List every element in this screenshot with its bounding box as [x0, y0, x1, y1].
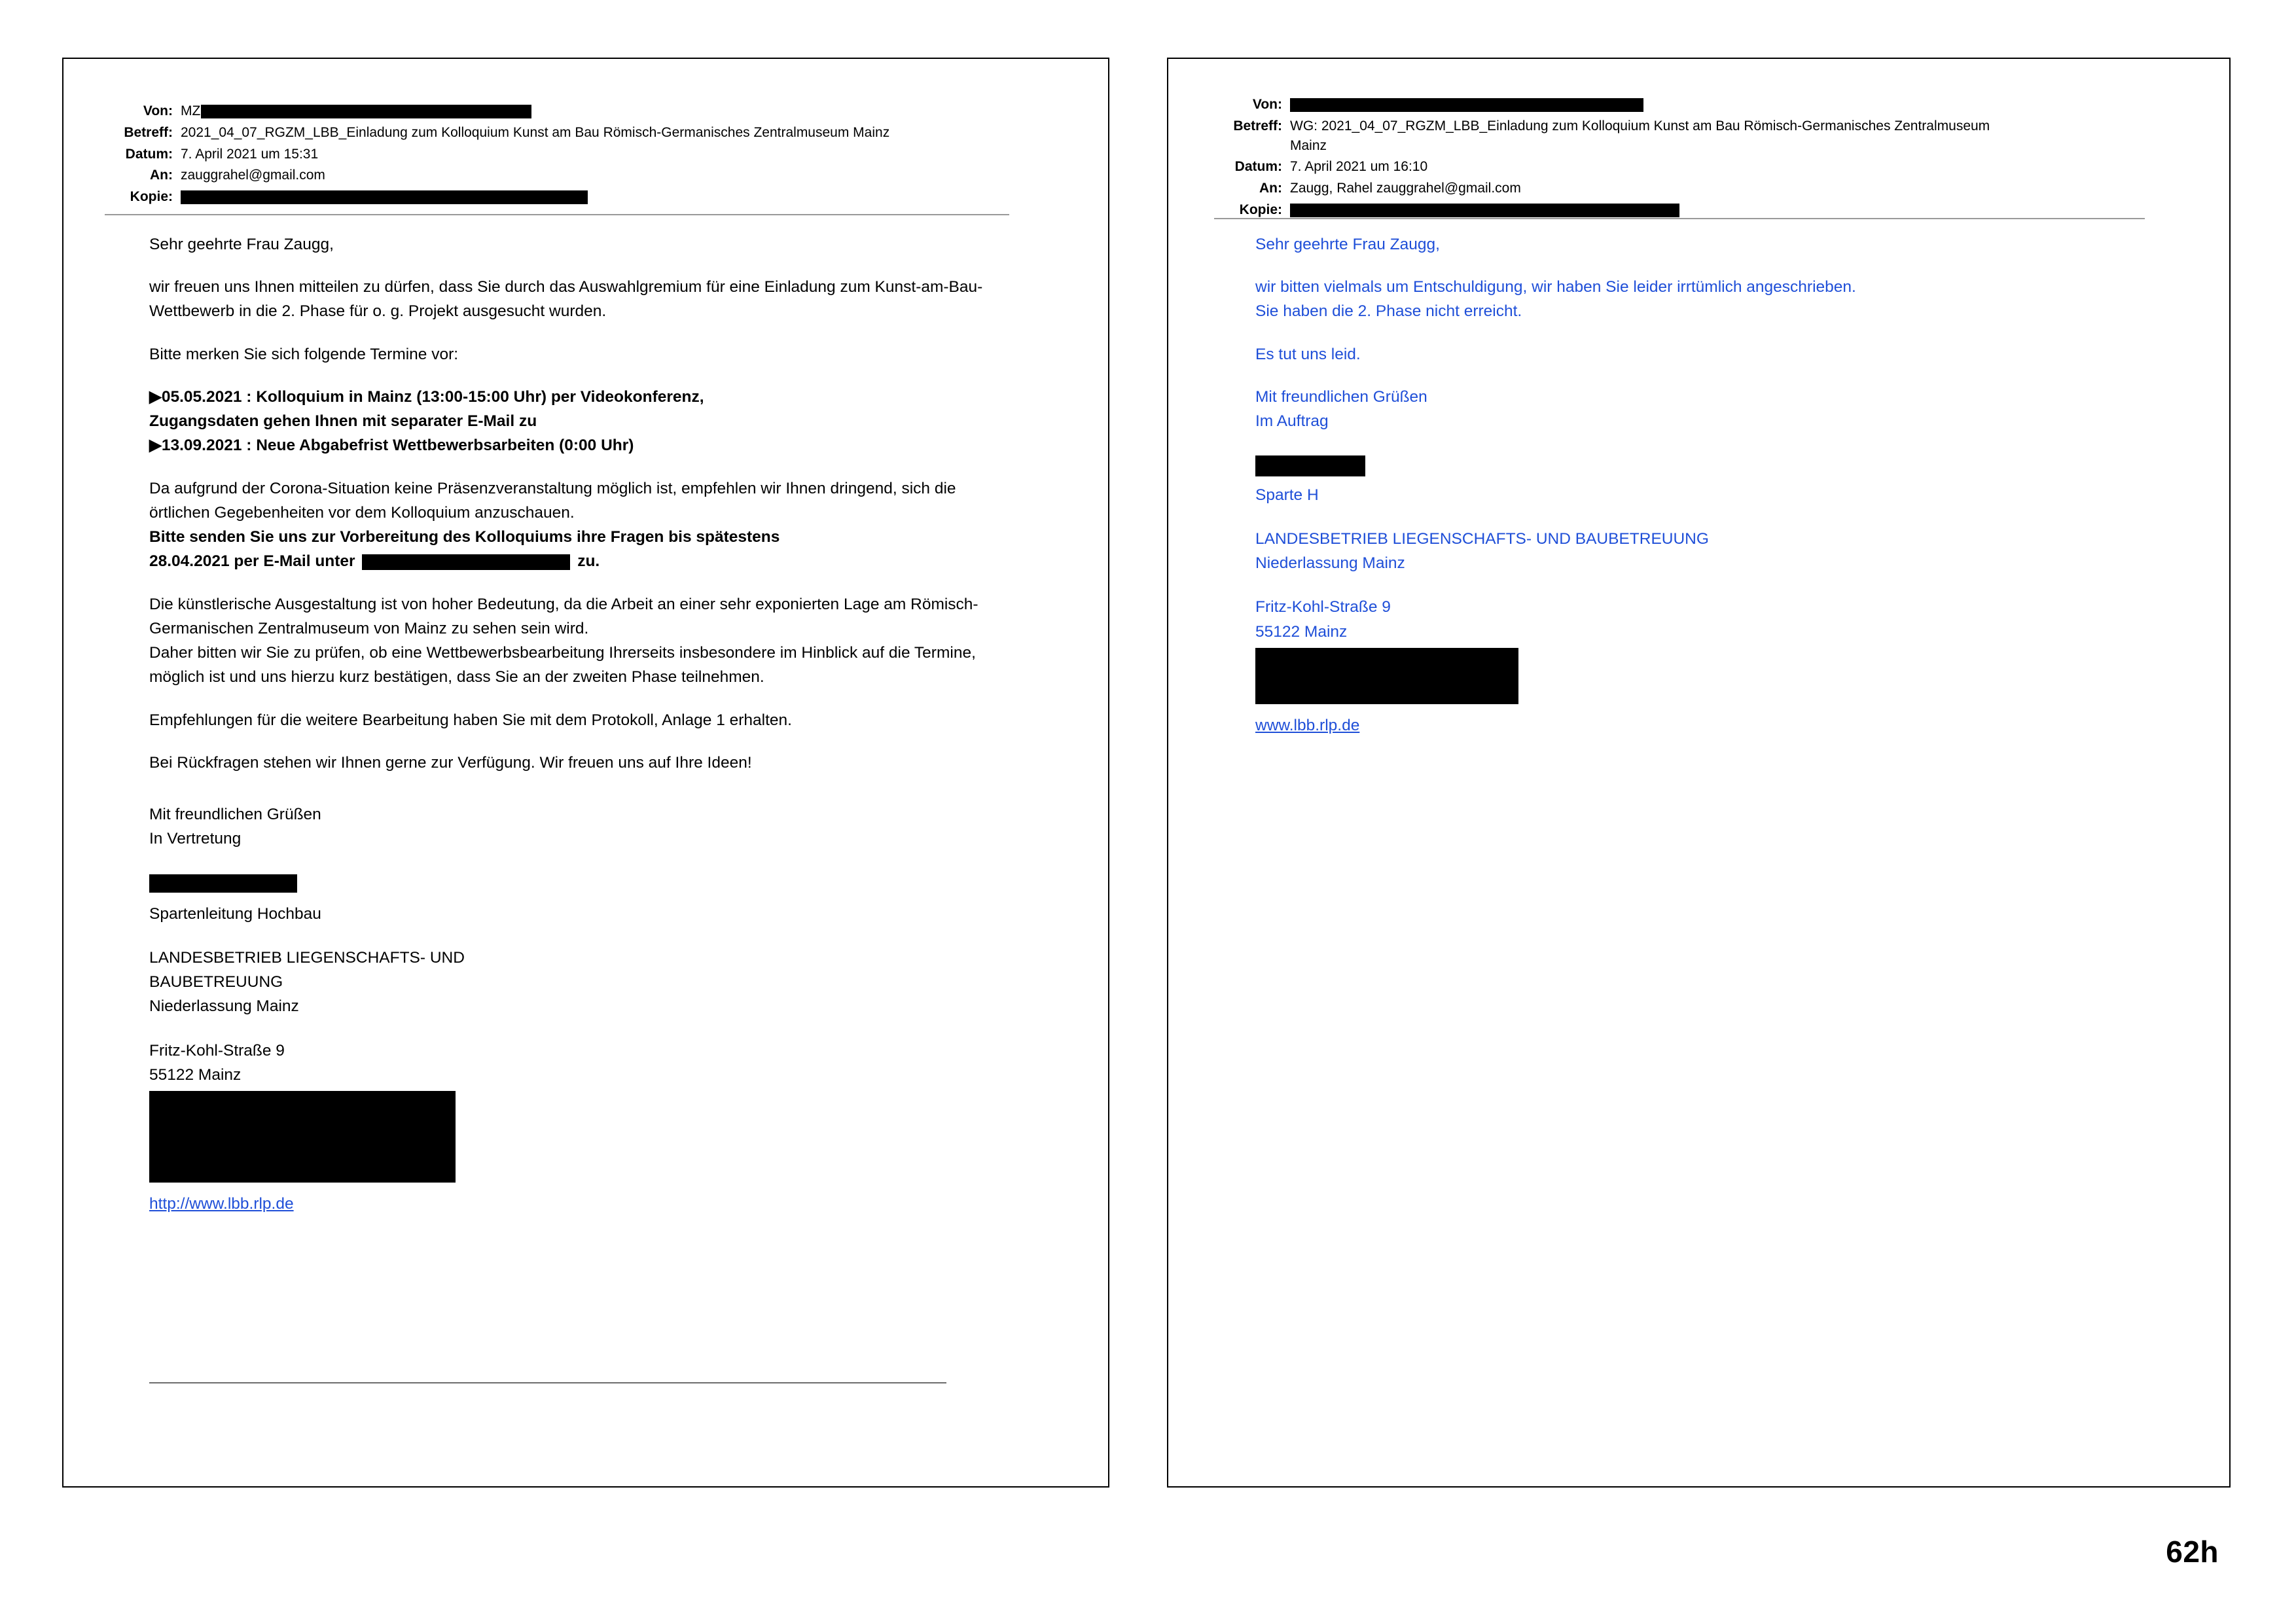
- address-street: Fritz-Kohl-Straße 9: [149, 1041, 285, 1060]
- header-label-date: Datum:: [125, 146, 173, 162]
- subject-line-1: WG: 2021_04_07_RGZM_LBB_Einladung zum Kolloquium Kunst am Bau Römisch-Germanisches Zentralmuseum: [1290, 118, 1990, 134]
- subject-line-2: Mainz: [1290, 137, 1327, 153]
- paragraph-4-text-start: 28.04.2021 per E-Mail unter: [149, 552, 355, 571]
- header-row-date-right: [1214, 157, 2144, 177]
- signature-spacer: [149, 851, 1007, 870]
- header-label-cc: Kopie:: [130, 189, 173, 205]
- figure-page-number: 62h: [2166, 1535, 2219, 1569]
- redaction-bar-cc: [181, 190, 588, 204]
- closing-line-2-right: Im Auftrag: [1255, 412, 1329, 431]
- from-visible-text: MZ: [181, 103, 201, 118]
- signature-spacer-2-right: [1255, 507, 2126, 527]
- header-row-to-right: [1214, 179, 2144, 198]
- org-line-3: Niederlassung Mainz: [149, 997, 299, 1016]
- header-row-from: [105, 101, 1008, 121]
- redaction-bar-from-right: [1290, 98, 1643, 112]
- header-label-to: An:: [150, 168, 173, 183]
- redaction-bar-contact-block-right: [1255, 648, 1518, 704]
- header-value-cc: [181, 187, 1008, 207]
- date-item-1-line-2: Zugangsdaten gehen Ihnen mit separater E-Mail zu: [149, 412, 537, 431]
- signer-role-right: Sparte H: [1255, 486, 1319, 504]
- header-divider-right: [1214, 218, 2145, 219]
- header-row-cc: [105, 187, 1008, 207]
- header-row-subject: [105, 123, 1008, 143]
- signature-block-right: [1255, 385, 2126, 738]
- closing-line-1: Mit freundlichen Grüßen: [149, 805, 321, 823]
- signature-block-left: [149, 802, 1007, 1216]
- closing-line-1-right: Mit freundlichen Grüßen: [1255, 387, 1427, 406]
- date-item-1-line-1: ▶05.05.2021 : Kolloquium in Mainz (13:00-15:00 Uhr) per Videokonferenz,: [149, 387, 704, 406]
- header-label-from: Von:: [143, 103, 173, 118]
- paragraph-7: Empfehlungen für die weitere Bearbeitung haben Sie mit dem Protokoll, Anlage 1 erhalten.: [149, 711, 792, 729]
- footer-divider-left: [149, 1382, 946, 1383]
- date-item-2: ▶13.09.2021 : Neue Abgabefrist Wettbewerbsarbeiten (0:00 Uhr): [149, 437, 634, 455]
- signature-spacer-right: [1255, 433, 2126, 453]
- paragraph-1: wir freuen uns Ihnen mitteilen zu dürfen, dass Sie durch das Auswahlgremium für eine Einladung zum Kunst-am-Bau-Wettbewerb in die 2. Phase für o. g. Projekt ausgesucht wurden.: [149, 278, 983, 321]
- address-city-right: 55122 Mainz: [1255, 622, 1348, 641]
- header-value-from: [181, 101, 1008, 121]
- email-header-right: [1214, 95, 2144, 222]
- header-label-from-right: Von:: [1252, 97, 1282, 112]
- org-line-1-right: LANDESBETRIEB LIEGENSCHAFTS- UND BAUBETREUUNG: [1255, 529, 1709, 548]
- website-line-right: [1255, 713, 2126, 738]
- closing-line-2: In Vertretung: [149, 830, 242, 848]
- email-body-left: [149, 232, 1007, 1216]
- header-label-to-right: An:: [1259, 181, 1282, 196]
- paragraph-2: Bitte merken Sie sich folgende Termine vor:: [149, 345, 459, 363]
- paragraph-4-line-1: Bitte senden Sie uns zur Vorbereitung des Kolloquiums ihre Fragen bis spätestens: [149, 528, 780, 546]
- redaction-bar-signer-name: [149, 874, 297, 893]
- redaction-bar-email-address: [362, 554, 570, 570]
- signer-role: Spartenleitung Hochbau: [149, 904, 321, 923]
- org-line-2-right: Niederlassung Mainz: [1255, 554, 1405, 573]
- paragraph-4-text-end: zu.: [577, 552, 600, 571]
- header-value-cc-right: [1290, 200, 2144, 220]
- email-header-left: [105, 101, 1008, 209]
- website-link-right[interactable]: www.lbb.rlp.de: [1255, 716, 1360, 734]
- header-value-date-right: 7. April 2021 um 16:10: [1290, 159, 1428, 175]
- redaction-bar-signer-name-right: [1255, 455, 1365, 476]
- website-line: [149, 1192, 1007, 1216]
- paragraph-4-line-2: [149, 549, 1007, 573]
- paragraph-1-line-1-right: wir bitten vielmals um Entschuldigung, wir haben Sie leider irrtümlich angeschrieben.: [1255, 278, 1856, 296]
- header-label-cc-right: Kopie:: [1239, 202, 1282, 218]
- org-line-2: BAUBETREUUNG: [149, 973, 283, 991]
- paragraph-8: Bei Rückfragen stehen wir Ihnen gerne zur Verfügung. Wir freuen uns auf Ihre Ideen!: [149, 753, 752, 772]
- header-value-date: 7. April 2021 um 15:31: [181, 146, 319, 162]
- address-city: 55122 Mainz: [149, 1065, 242, 1084]
- header-divider-left: [105, 214, 1009, 215]
- header-row-from-right: [1214, 95, 2144, 115]
- header-value-from-right: [1290, 95, 2144, 115]
- paragraph-3: Da aufgrund der Corona-Situation keine Präsenzveranstaltung möglich ist, empfehlen wir Ihnen dringend, sich die örtlichen Gegebenheiten vor dem Kolloquium anzuschauen.: [149, 479, 956, 522]
- header-label-subject: Betreff:: [124, 124, 173, 140]
- paragraph-6: Daher bitten wir Sie zu prüfen, ob eine Wettbewerbsbearbeitung Ihrerseits insbesondere im Hinblick auf die Termine, möglich ist und uns hierzu kurz bestätigen, dass Sie an der zweiten Phase teilnehmen.: [149, 644, 976, 687]
- redaction-bar-cc-right: [1290, 204, 1679, 217]
- salutation-right: Sehr geehrte Frau Zaugg,: [1255, 236, 1440, 253]
- redaction-bar-from: [201, 105, 531, 118]
- paragraph-5: Die künstlerische Ausgestaltung ist von hoher Bedeutung, da die Arbeit an einer sehr exponierten Lage am Römisch-Germanischen Zentralmuseum von Mainz zu sehen sein wird.: [149, 595, 978, 637]
- header-value-subject-right: [1290, 116, 2144, 156]
- redaction-bar-contact-block: [149, 1091, 456, 1183]
- email-body-right: [1255, 232, 2126, 738]
- header-value-to-right: Zaugg, Rahel zauggrahel@gmail.com: [1290, 181, 1521, 196]
- header-label-date-right: Datum:: [1234, 159, 1282, 175]
- salutation: Sehr geehrte Frau Zaugg,: [149, 236, 334, 253]
- signature-spacer-2: [149, 926, 1007, 946]
- header-row-cc-right: [1214, 200, 2144, 220]
- header-value-subject: 2021_04_07_RGZM_LBB_Einladung zum Kolloquium Kunst am Bau Römisch-Germanisches Zentralmuseum Mainz: [181, 124, 890, 140]
- header-value-to: zauggrahel@gmail.com: [181, 168, 325, 183]
- paragraph-1-line-2-right: Sie haben die 2. Phase nicht erreicht.: [1255, 302, 1522, 321]
- header-row-date: [105, 145, 1008, 164]
- website-link[interactable]: http://www.lbb.rlp.de: [149, 1195, 294, 1213]
- paragraph-2-right: Es tut uns leid.: [1255, 345, 1361, 363]
- address-street-right: Fritz-Kohl-Straße 9: [1255, 598, 1391, 616]
- header-row-subject-right: [1214, 116, 2144, 156]
- signature-spacer-3: [149, 1019, 1007, 1039]
- org-line-1: LANDESBETRIEB LIEGENSCHAFTS- UND: [149, 948, 465, 967]
- header-row-to: [105, 166, 1008, 185]
- header-label-subject-right: Betreff:: [1233, 118, 1282, 134]
- signature-spacer-3-right: [1255, 575, 2126, 595]
